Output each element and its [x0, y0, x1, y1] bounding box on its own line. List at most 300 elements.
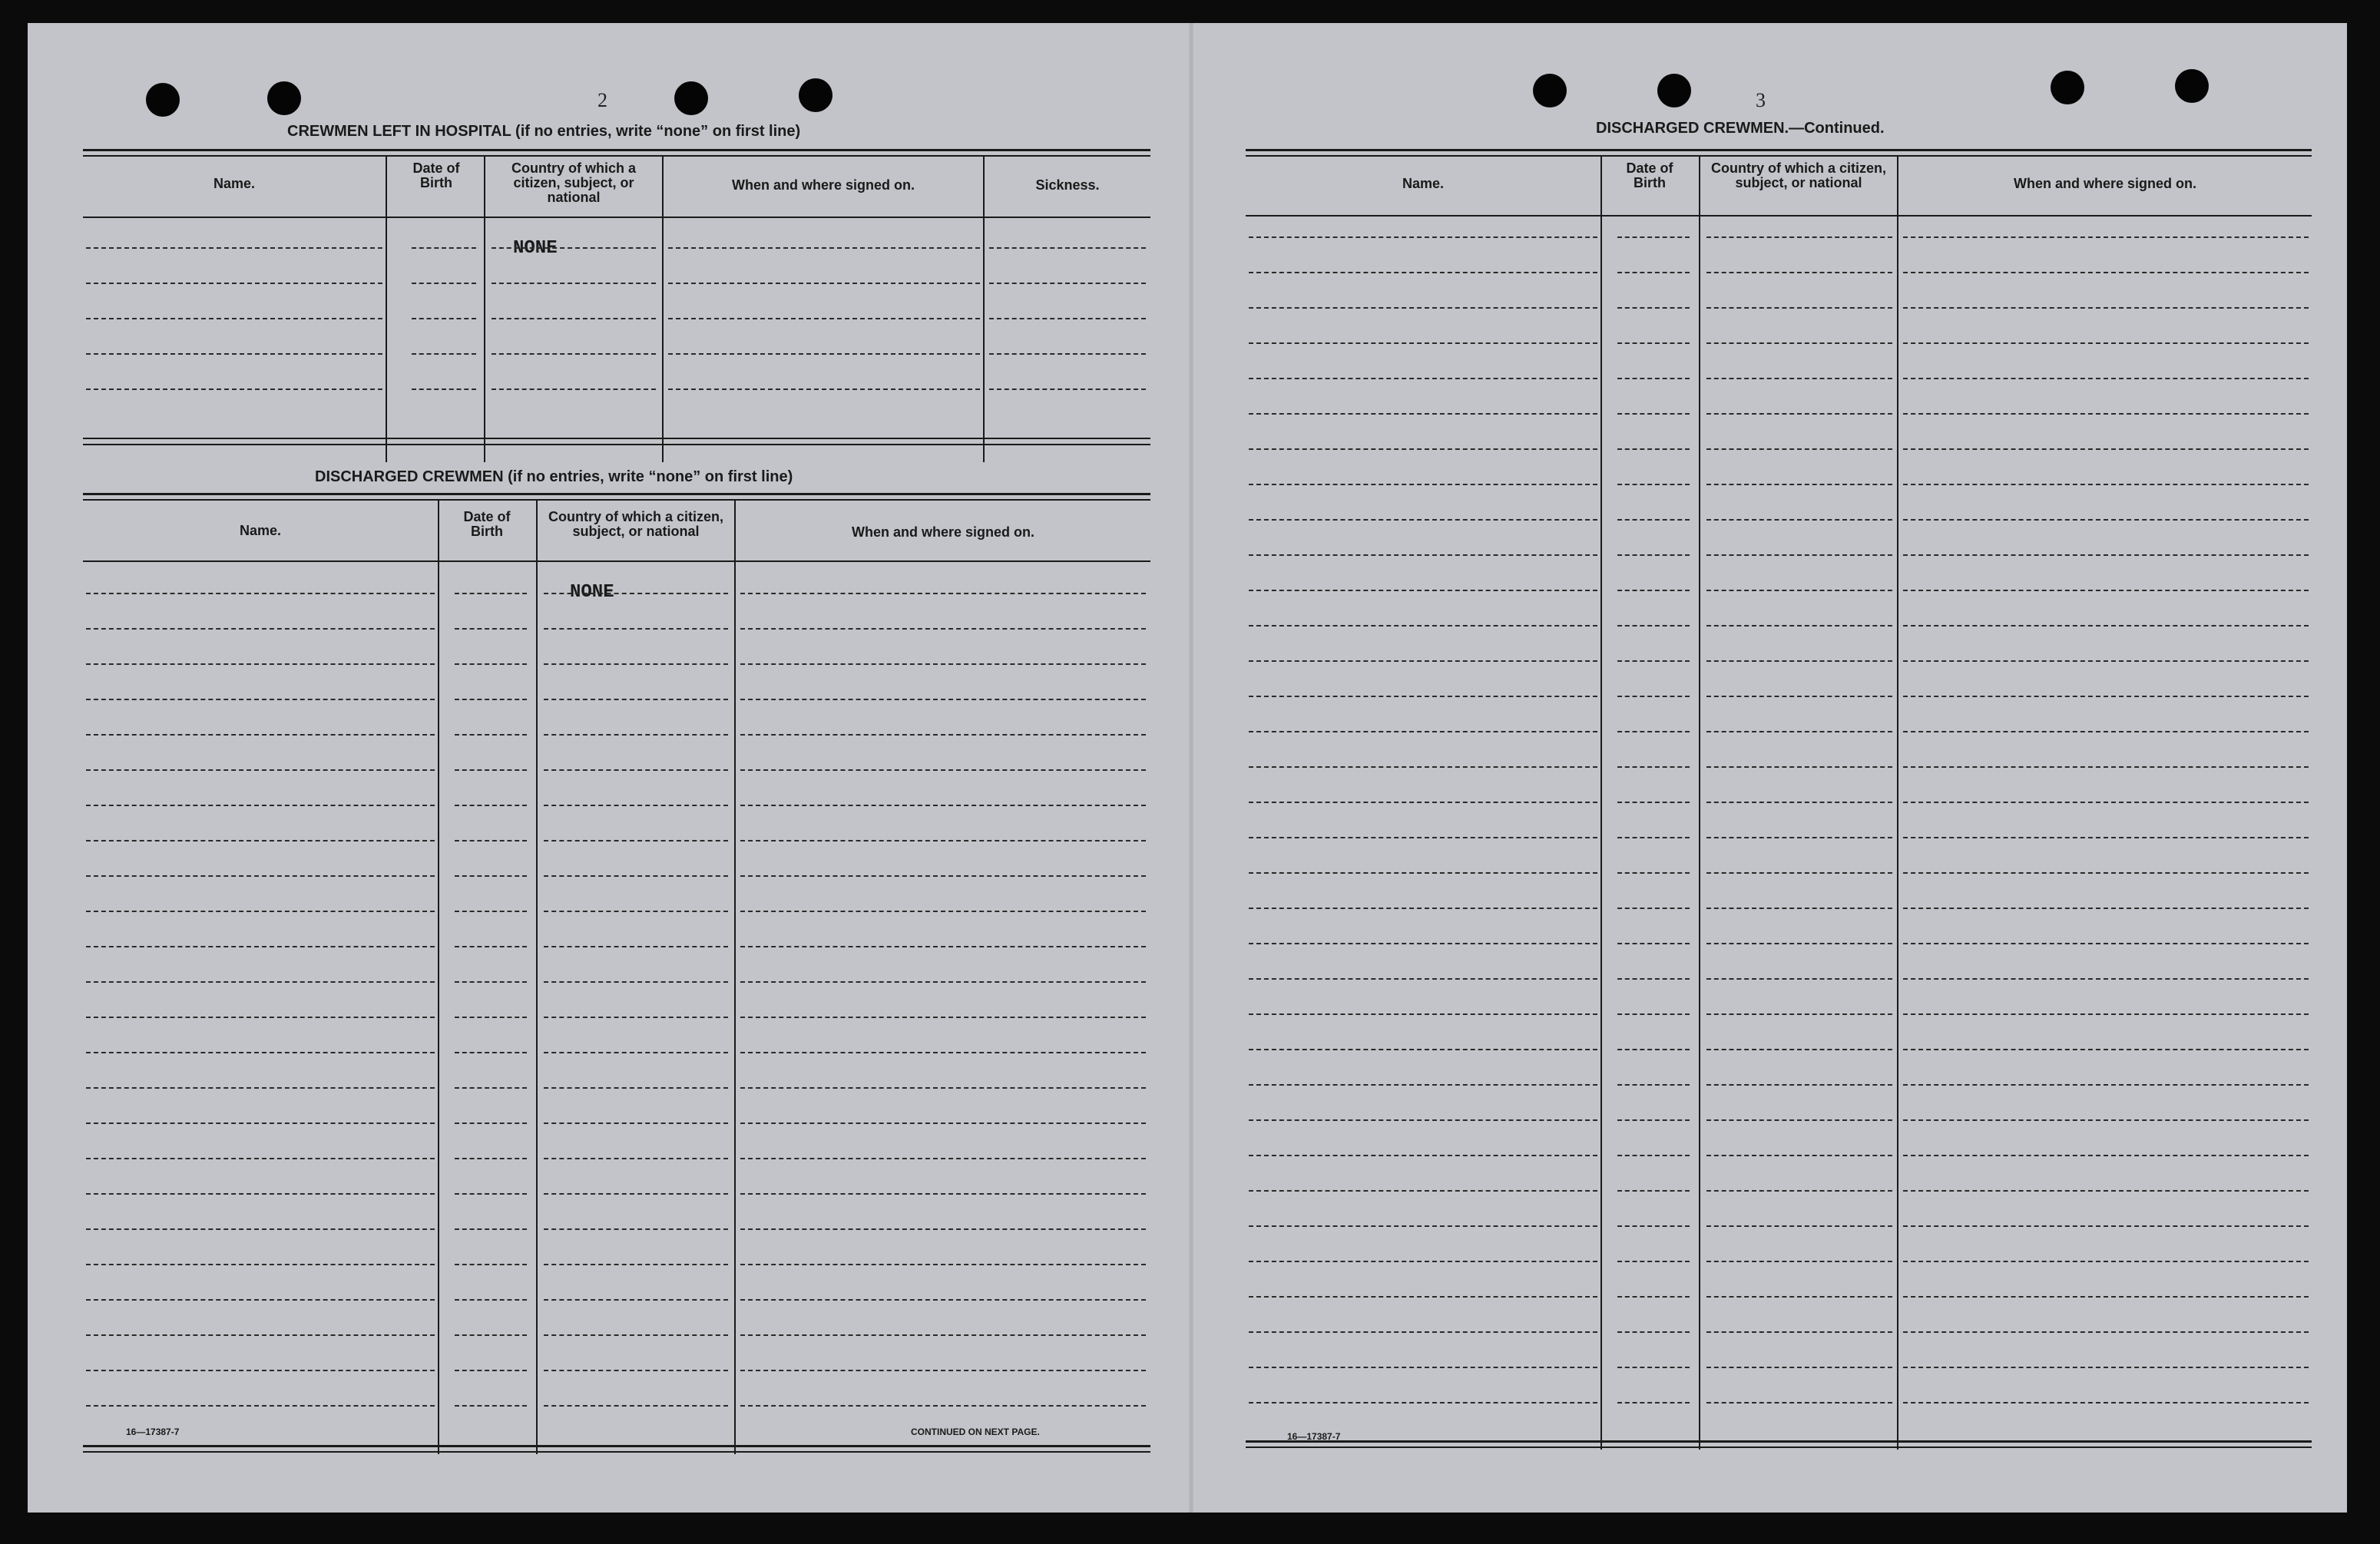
form-ruled-line: [1249, 484, 1597, 485]
form-ruled-line: [1249, 943, 1597, 944]
form-ruled-line: [1249, 1367, 1597, 1368]
punch-hole: [267, 81, 301, 115]
form-ruled-line: [455, 1370, 527, 1371]
rule: [83, 1445, 1150, 1447]
form-ruled-line: [1249, 590, 1597, 591]
rule: [1246, 1440, 2312, 1443]
form-ruled-line: [1706, 272, 1892, 273]
form-ruled-line: [86, 353, 382, 355]
right-section-title: DISCHARGED CREWMEN.—Continued.: [1596, 120, 1885, 137]
rule: [1246, 155, 2312, 157]
column-divider: [662, 155, 664, 462]
column-divider: [734, 499, 736, 1454]
form-ruled-line: [1249, 1225, 1597, 1227]
form-ruled-line: [86, 388, 382, 390]
form-ruled-line: [1249, 978, 1597, 980]
form-ruled-line: [455, 628, 527, 630]
form-ruled-line: [1706, 696, 1892, 697]
form-ruled-line: [544, 1334, 728, 1336]
form-ruled-line: [989, 247, 1146, 249]
form-ruled-line: [1903, 1155, 2309, 1156]
form-ruled-line: [544, 769, 728, 771]
form-number: 16—17387-7: [126, 1427, 180, 1437]
rule: [1246, 149, 2312, 151]
form-ruled-line: [1249, 1402, 1597, 1403]
rule: [83, 493, 1150, 495]
column-header-signed-on: When and where signed on.: [2013, 176, 2197, 191]
form-ruled-line: [544, 628, 728, 630]
hospital-section-title: CREWMEN LEFT IN HOSPITAL (if no entries, write “none” on first line): [287, 123, 801, 140]
form-ruled-line: [1617, 908, 1690, 909]
form-ruled-line: [1617, 484, 1690, 485]
form-ruled-line: [1249, 1013, 1597, 1015]
form-ruled-line: [1903, 1119, 2309, 1121]
form-ruled-line: [1903, 1331, 2309, 1333]
form-ruled-line: [544, 593, 728, 594]
form-ruled-line: [1249, 307, 1597, 309]
form-ruled-line: [86, 628, 435, 630]
form-ruled-line: [544, 734, 728, 736]
form-ruled-line: [1706, 1296, 1892, 1298]
form-ruled-line: [544, 663, 728, 665]
form-ruled-line: [1249, 1190, 1597, 1192]
form-ruled-line: [1617, 1402, 1690, 1403]
form-ruled-line: [86, 1405, 435, 1407]
form-ruled-line: [1249, 1331, 1597, 1333]
punch-hole: [1533, 74, 1567, 107]
form-ruled-line: [1249, 696, 1597, 697]
column-header-signed-on: When and where signed on.: [851, 524, 1035, 540]
column-header-sickness: Sickness.: [1035, 177, 1100, 193]
form-ruled-line: [1903, 236, 2309, 238]
form-ruled-line: [1617, 554, 1690, 556]
form-ruled-line: [412, 318, 476, 319]
document-sheet: [28, 23, 2347, 1513]
form-ruled-line: [86, 875, 435, 877]
form-ruled-line: [86, 699, 435, 700]
form-ruled-line: [455, 840, 527, 841]
form-ruled-line: [492, 318, 656, 319]
form-ruled-line: [1706, 519, 1892, 521]
form-ruled-line: [544, 1299, 728, 1301]
form-ruled-line: [668, 318, 980, 319]
form-ruled-line: [1617, 1190, 1690, 1192]
form-ruled-line: [1249, 908, 1597, 909]
form-ruled-line: [455, 805, 527, 806]
column-divider: [983, 155, 985, 462]
form-ruled-line: [544, 1370, 728, 1371]
form-ruled-line: [1706, 978, 1892, 980]
form-ruled-line: [740, 1017, 1146, 1018]
form-ruled-line: [1249, 554, 1597, 556]
column-header-country: Country of which a citizen, subject, or national: [1710, 160, 1886, 190]
form-ruled-line: [1617, 1367, 1690, 1368]
form-ruled-line: [455, 1158, 527, 1159]
form-ruled-line: [544, 1087, 728, 1089]
form-ruled-line: [1903, 766, 2309, 768]
page-number: 3: [1756, 89, 1766, 111]
form-ruled-line: [1903, 342, 2309, 344]
discharged-entry: NONE: [570, 582, 614, 603]
form-ruled-line: [1706, 872, 1892, 874]
column-divider: [1600, 155, 1602, 1450]
column-header-signed-on: When and where signed on.: [731, 177, 915, 193]
form-ruled-line: [1249, 1084, 1597, 1086]
form-ruled-line: [86, 1264, 435, 1265]
form-ruled-line: [1903, 696, 2309, 697]
form-ruled-line: [1617, 943, 1690, 944]
form-ruled-line: [1617, 1049, 1690, 1050]
form-ruled-line: [1706, 731, 1892, 732]
form-ruled-line: [989, 388, 1146, 390]
form-ruled-line: [1706, 378, 1892, 379]
form-ruled-line: [492, 388, 656, 390]
form-ruled-line: [740, 734, 1146, 736]
form-ruled-line: [86, 1087, 435, 1089]
form-ruled-line: [1903, 660, 2309, 662]
form-ruled-line: [1617, 1296, 1690, 1298]
form-ruled-line: [740, 1370, 1146, 1371]
column-header-name: Name.: [1402, 176, 1445, 191]
form-ruled-line: [544, 1158, 728, 1159]
form-ruled-line: [86, 769, 435, 771]
form-ruled-line: [989, 283, 1146, 284]
form-ruled-line: [740, 1299, 1146, 1301]
form-ruled-line: [1706, 554, 1892, 556]
form-ruled-line: [1617, 590, 1690, 591]
form-ruled-line: [1249, 1155, 1597, 1156]
form-ruled-line: [1617, 236, 1690, 238]
form-ruled-line: [1706, 1013, 1892, 1015]
rule: [1246, 215, 2312, 217]
form-ruled-line: [412, 247, 476, 249]
form-ruled-line: [1617, 1013, 1690, 1015]
column-header-name: Name.: [239, 523, 282, 538]
column-divider: [484, 155, 485, 462]
column-header-name: Name.: [213, 176, 256, 191]
form-ruled-line: [740, 1158, 1146, 1159]
form-ruled-line: [740, 769, 1146, 771]
form-ruled-line: [1903, 272, 2309, 273]
form-ruled-line: [1249, 872, 1597, 874]
form-ruled-line: [455, 1193, 527, 1195]
form-ruled-line: [1706, 1049, 1892, 1050]
form-ruled-line: [544, 1017, 728, 1018]
form-ruled-line: [668, 247, 980, 249]
form-ruled-line: [544, 1193, 728, 1195]
form-ruled-line: [1706, 766, 1892, 768]
form-ruled-line: [1706, 908, 1892, 909]
continued-note: CONTINUED ON NEXT PAGE.: [911, 1427, 1040, 1437]
form-ruled-line: [544, 946, 728, 947]
form-ruled-line: [1617, 731, 1690, 732]
form-ruled-line: [1617, 802, 1690, 803]
form-ruled-line: [1249, 448, 1597, 450]
form-ruled-line: [740, 1193, 1146, 1195]
form-ruled-line: [455, 1122, 527, 1124]
form-ruled-line: [544, 699, 728, 700]
form-ruled-line: [492, 247, 656, 249]
form-ruled-line: [1249, 1049, 1597, 1050]
form-ruled-line: [1249, 837, 1597, 838]
form-ruled-line: [455, 1299, 527, 1301]
form-ruled-line: [740, 663, 1146, 665]
form-ruled-line: [1617, 696, 1690, 697]
column-header-country: Country of which a citizen, subject, or national: [548, 509, 723, 539]
form-ruled-line: [1706, 307, 1892, 309]
form-ruled-line: [740, 981, 1146, 983]
form-ruled-line: [1706, 590, 1892, 591]
form-ruled-line: [544, 805, 728, 806]
form-ruled-line: [544, 1264, 728, 1265]
form-ruled-line: [455, 1052, 527, 1053]
rule: [1246, 1446, 2312, 1448]
form-ruled-line: [86, 946, 435, 947]
form-ruled-line: [1617, 1225, 1690, 1227]
form-ruled-line: [1249, 342, 1597, 344]
form-ruled-line: [455, 1334, 527, 1336]
form-ruled-line: [1903, 1261, 2309, 1262]
form-ruled-line: [740, 1405, 1146, 1407]
punch-hole: [1657, 74, 1691, 107]
form-ruled-line: [740, 840, 1146, 841]
form-ruled-line: [1249, 1119, 1597, 1121]
form-ruled-line: [455, 911, 527, 912]
form-ruled-line: [1706, 1331, 1892, 1333]
form-ruled-line: [455, 699, 527, 700]
form-ruled-line: [1903, 1296, 2309, 1298]
column-header-date-of-birth: Date of Birth: [463, 509, 511, 539]
form-ruled-line: [1706, 1225, 1892, 1227]
form-ruled-line: [1706, 837, 1892, 838]
form-ruled-line: [740, 699, 1146, 700]
form-ruled-line: [1706, 484, 1892, 485]
form-ruled-line: [1706, 1190, 1892, 1192]
form-ruled-line: [544, 840, 728, 841]
column-divider: [1897, 155, 1898, 1450]
form-ruled-line: [86, 981, 435, 983]
page-fold: [1189, 23, 1193, 1513]
form-ruled-line: [1617, 625, 1690, 627]
form-ruled-line: [455, 1405, 527, 1407]
form-ruled-line: [412, 283, 476, 284]
form-ruled-line: [1249, 1261, 1597, 1262]
hospital-entry: NONE: [513, 238, 558, 259]
form-ruled-line: [1903, 519, 2309, 521]
form-ruled-line: [86, 734, 435, 736]
form-ruled-line: [455, 1264, 527, 1265]
form-ruled-line: [1617, 766, 1690, 768]
form-ruled-line: [1903, 590, 2309, 591]
form-ruled-line: [455, 734, 527, 736]
form-ruled-line: [86, 1122, 435, 1124]
form-ruled-line: [455, 946, 527, 947]
form-ruled-line: [1903, 731, 2309, 732]
punch-hole: [146, 83, 180, 117]
form-ruled-line: [455, 875, 527, 877]
form-ruled-line: [1903, 837, 2309, 838]
form-ruled-line: [492, 283, 656, 284]
discharged-section-title: DISCHARGED CREWMEN (if no entries, write “none” on first line): [315, 468, 793, 485]
form-ruled-line: [740, 1087, 1146, 1089]
form-ruled-line: [1617, 978, 1690, 980]
form-ruled-line: [455, 663, 527, 665]
punch-hole: [2175, 69, 2209, 103]
form-ruled-line: [1903, 802, 2309, 803]
form-ruled-line: [1903, 1190, 2309, 1192]
form-ruled-line: [86, 1299, 435, 1301]
form-ruled-line: [86, 1370, 435, 1371]
form-ruled-line: [740, 1264, 1146, 1265]
form-ruled-line: [86, 1334, 435, 1336]
form-ruled-line: [989, 353, 1146, 355]
form-ruled-line: [989, 318, 1146, 319]
form-ruled-line: [1706, 1367, 1892, 1368]
form-ruled-line: [1249, 378, 1597, 379]
column-header-country: Country of which a citizen, subject, or national: [511, 160, 636, 205]
form-ruled-line: [455, 769, 527, 771]
form-ruled-line: [1617, 448, 1690, 450]
column-header-date-of-birth: Date of Birth: [412, 160, 460, 190]
form-ruled-line: [1903, 943, 2309, 944]
form-ruled-line: [1706, 1084, 1892, 1086]
rule: [83, 155, 1150, 157]
form-ruled-line: [1617, 519, 1690, 521]
form-ruled-line: [1903, 978, 2309, 980]
column-divider: [386, 155, 387, 462]
form-ruled-line: [1903, 1402, 2309, 1403]
form-ruled-line: [1903, 1367, 2309, 1368]
punch-hole: [799, 78, 833, 112]
form-ruled-line: [1249, 1296, 1597, 1298]
form-ruled-line: [455, 593, 527, 594]
form-ruled-line: [86, 1017, 435, 1018]
form-ruled-line: [740, 1228, 1146, 1230]
form-ruled-line: [86, 1158, 435, 1159]
column-header-date-of-birth: Date of Birth: [1626, 160, 1673, 190]
form-ruled-line: [1249, 272, 1597, 273]
form-ruled-line: [1903, 908, 2309, 909]
form-ruled-line: [1903, 484, 2309, 485]
form-ruled-line: [1706, 660, 1892, 662]
form-ruled-line: [1249, 413, 1597, 415]
form-ruled-line: [86, 805, 435, 806]
form-ruled-line: [544, 1122, 728, 1124]
rule: [83, 217, 1150, 218]
form-ruled-line: [1706, 342, 1892, 344]
form-ruled-line: [668, 283, 980, 284]
column-divider: [438, 499, 439, 1454]
form-ruled-line: [455, 1228, 527, 1230]
form-ruled-line: [1249, 660, 1597, 662]
form-ruled-line: [86, 247, 382, 249]
form-ruled-line: [1249, 766, 1597, 768]
form-ruled-line: [492, 353, 656, 355]
form-ruled-line: [1617, 272, 1690, 273]
rule: [83, 149, 1150, 151]
form-ruled-line: [455, 1017, 527, 1018]
rule: [83, 438, 1150, 439]
form-ruled-line: [455, 981, 527, 983]
form-ruled-line: [1706, 1155, 1892, 1156]
form-ruled-line: [1903, 378, 2309, 379]
form-ruled-line: [1903, 448, 2309, 450]
form-ruled-line: [1249, 802, 1597, 803]
form-ruled-line: [1617, 837, 1690, 838]
form-ruled-line: [1903, 872, 2309, 874]
form-ruled-line: [1706, 625, 1892, 627]
form-ruled-line: [1617, 1084, 1690, 1086]
form-ruled-line: [1706, 943, 1892, 944]
form-ruled-line: [544, 1052, 728, 1053]
form-ruled-line: [1617, 413, 1690, 415]
form-ruled-line: [740, 593, 1146, 594]
rule: [83, 444, 1150, 445]
rule: [83, 560, 1150, 562]
form-ruled-line: [1617, 1261, 1690, 1262]
form-ruled-line: [1706, 413, 1892, 415]
form-ruled-line: [1903, 1084, 2309, 1086]
form-ruled-line: [1249, 731, 1597, 732]
form-ruled-line: [668, 388, 980, 390]
form-ruled-line: [740, 805, 1146, 806]
form-ruled-line: [86, 1228, 435, 1230]
form-ruled-line: [1903, 307, 2309, 309]
punch-hole: [674, 81, 708, 115]
form-ruled-line: [544, 1228, 728, 1230]
form-ruled-line: [86, 911, 435, 912]
rule: [83, 499, 1150, 501]
form-ruled-line: [1903, 1049, 2309, 1050]
form-ruled-line: [1617, 378, 1690, 379]
form-ruled-line: [1617, 660, 1690, 662]
form-ruled-line: [1706, 802, 1892, 803]
form-ruled-line: [740, 946, 1146, 947]
form-ruled-line: [1249, 236, 1597, 238]
form-ruled-line: [412, 353, 476, 355]
form-ruled-line: [1617, 1155, 1690, 1156]
form-ruled-line: [1706, 1402, 1892, 1403]
form-ruled-line: [86, 840, 435, 841]
form-ruled-line: [544, 1405, 728, 1407]
form-ruled-line: [86, 663, 435, 665]
form-ruled-line: [86, 1193, 435, 1195]
column-divider: [1699, 155, 1700, 1450]
punch-hole: [2051, 71, 2084, 104]
form-ruled-line: [412, 388, 476, 390]
form-ruled-line: [1706, 236, 1892, 238]
form-ruled-line: [1249, 625, 1597, 627]
form-ruled-line: [668, 353, 980, 355]
form-ruled-line: [740, 628, 1146, 630]
form-ruled-line: [1249, 519, 1597, 521]
form-ruled-line: [1903, 1013, 2309, 1015]
form-ruled-line: [1903, 625, 2309, 627]
form-ruled-line: [1617, 1119, 1690, 1121]
form-ruled-line: [1903, 413, 2309, 415]
form-ruled-line: [1617, 307, 1690, 309]
form-ruled-line: [86, 318, 382, 319]
form-ruled-line: [1706, 1119, 1892, 1121]
form-ruled-line: [86, 283, 382, 284]
form-number: 16—17387-7: [1287, 1431, 1341, 1442]
form-ruled-line: [544, 875, 728, 877]
form-ruled-line: [740, 1052, 1146, 1053]
form-ruled-line: [1903, 1225, 2309, 1227]
form-ruled-line: [1617, 342, 1690, 344]
form-ruled-line: [86, 593, 435, 594]
form-ruled-line: [544, 981, 728, 983]
